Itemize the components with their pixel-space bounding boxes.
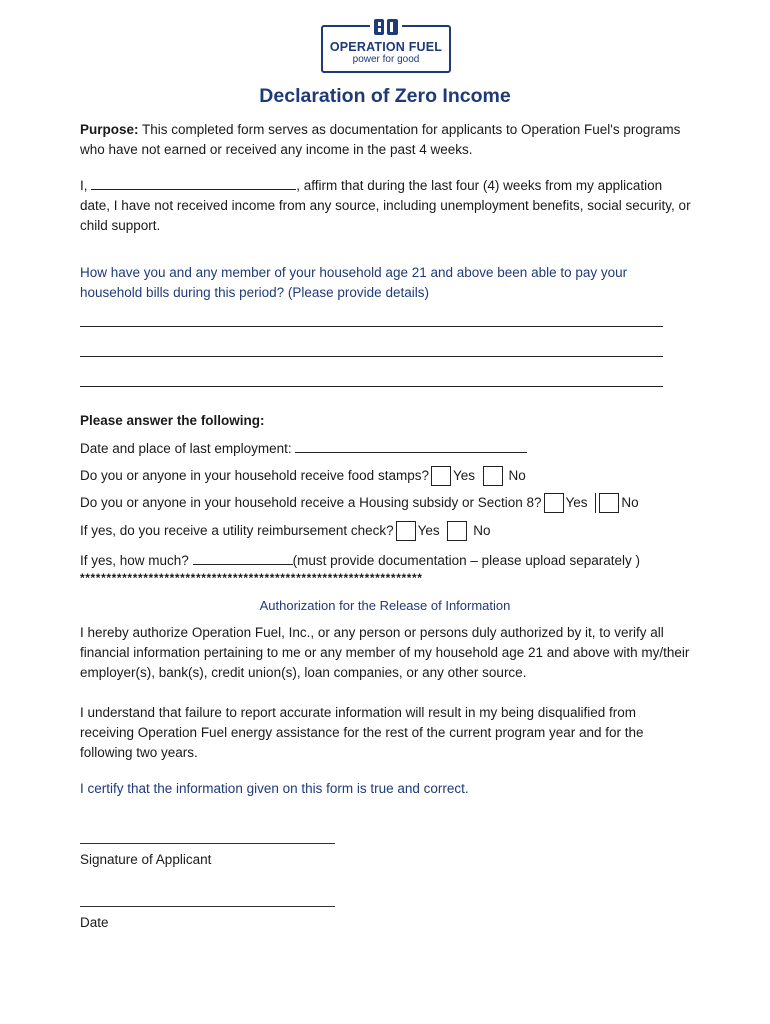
name-blank[interactable] [91,176,296,190]
logo-name: OPERATION FUEL [329,40,443,54]
answer-line[interactable] [80,326,663,327]
purpose-paragraph [80,120,695,160]
food-stamps-no-checkbox[interactable] [483,466,503,486]
last-employment-label: Date and place of last employment: [80,441,292,456]
last-employment-row [80,439,695,459]
date-label: Date [80,915,109,930]
purpose-label: Purpose: [80,122,139,137]
household-bills-question: How have you and any member of your household age 21 and above been able to pay your household bills during this period? (Please provide details) [80,265,628,300]
utility-yes-checkbox[interactable] [396,521,416,541]
answer-line[interactable] [80,356,663,357]
affirm-prefix: I, [80,178,88,193]
separator-stars: ***************************************************************** [80,571,423,585]
amount-blank[interactable] [193,551,293,565]
no-label: No [508,468,526,483]
signature-label: Signature of Applicant [80,852,212,867]
housing-question: Do you or anyone in your household receive a Housing subsidy or Section 8? [80,495,542,510]
how-much-label: If yes, how much? [80,553,189,568]
logo-tagline: power for good [352,54,420,65]
plug-icon [370,17,402,39]
yes-label: Yes [565,495,588,510]
date-line[interactable] [80,906,335,907]
purpose-text: This completed form serves as documentation for applicants to Operation Fuel's programs who have not earned or received any income in the past 4 weeks. [80,122,681,157]
no-label: No [621,495,639,510]
housing-no-checkbox[interactable] [599,493,619,513]
utility-question: If yes, do you receive a utility reimbursement check? [80,523,394,538]
affirm-suffix: , affirm that during the last four (4) weeks from my application date, I have not received income from any source, including unemployment benefits, social security, or child support. [80,178,691,233]
failure-paragraph: I understand that failure to report accurate information will result in my being disqualified from receiving Operation Fuel energy assistance for the rest of the current program year and for the following two years. [80,705,644,760]
no-label: No [473,523,491,538]
signature-line[interactable] [80,843,335,844]
food-stamps-yes-checkbox[interactable] [431,466,451,486]
certify-statement: I certify that the information given on this form is true and correct. [80,781,469,796]
answer-line[interactable] [80,386,663,387]
yes-label: Yes [452,468,475,483]
authorization-paragraph: I hereby authorize Operation Fuel, Inc., or any person or persons duly authorized by it, to verify all financial information pertaining to me or any member of my household age 21 and above with my/their employer(s), bank(s), credit union(s), loan companies, or any other source. [80,625,690,680]
affirmation-paragraph [80,176,695,236]
food-stamps-question: Do you or anyone in your household receive food stamps? [80,468,429,483]
utility-no-checkbox[interactable] [447,521,467,541]
how-much-note: (must provide documentation – please upload separately ) [292,553,641,568]
yes-label: Yes [417,523,440,538]
utility-row [80,521,740,541]
housing-row [80,493,760,513]
housing-yes-checkbox[interactable] [544,493,564,513]
authorization-heading: Authorization for the Release of Information [259,598,511,613]
last-employment-blank[interactable] [295,439,527,453]
answer-heading: Please answer the following: [80,413,265,428]
food-stamps-row [80,466,740,486]
how-much-row [80,551,740,571]
page-title: Declaration of Zero Income [259,85,511,107]
